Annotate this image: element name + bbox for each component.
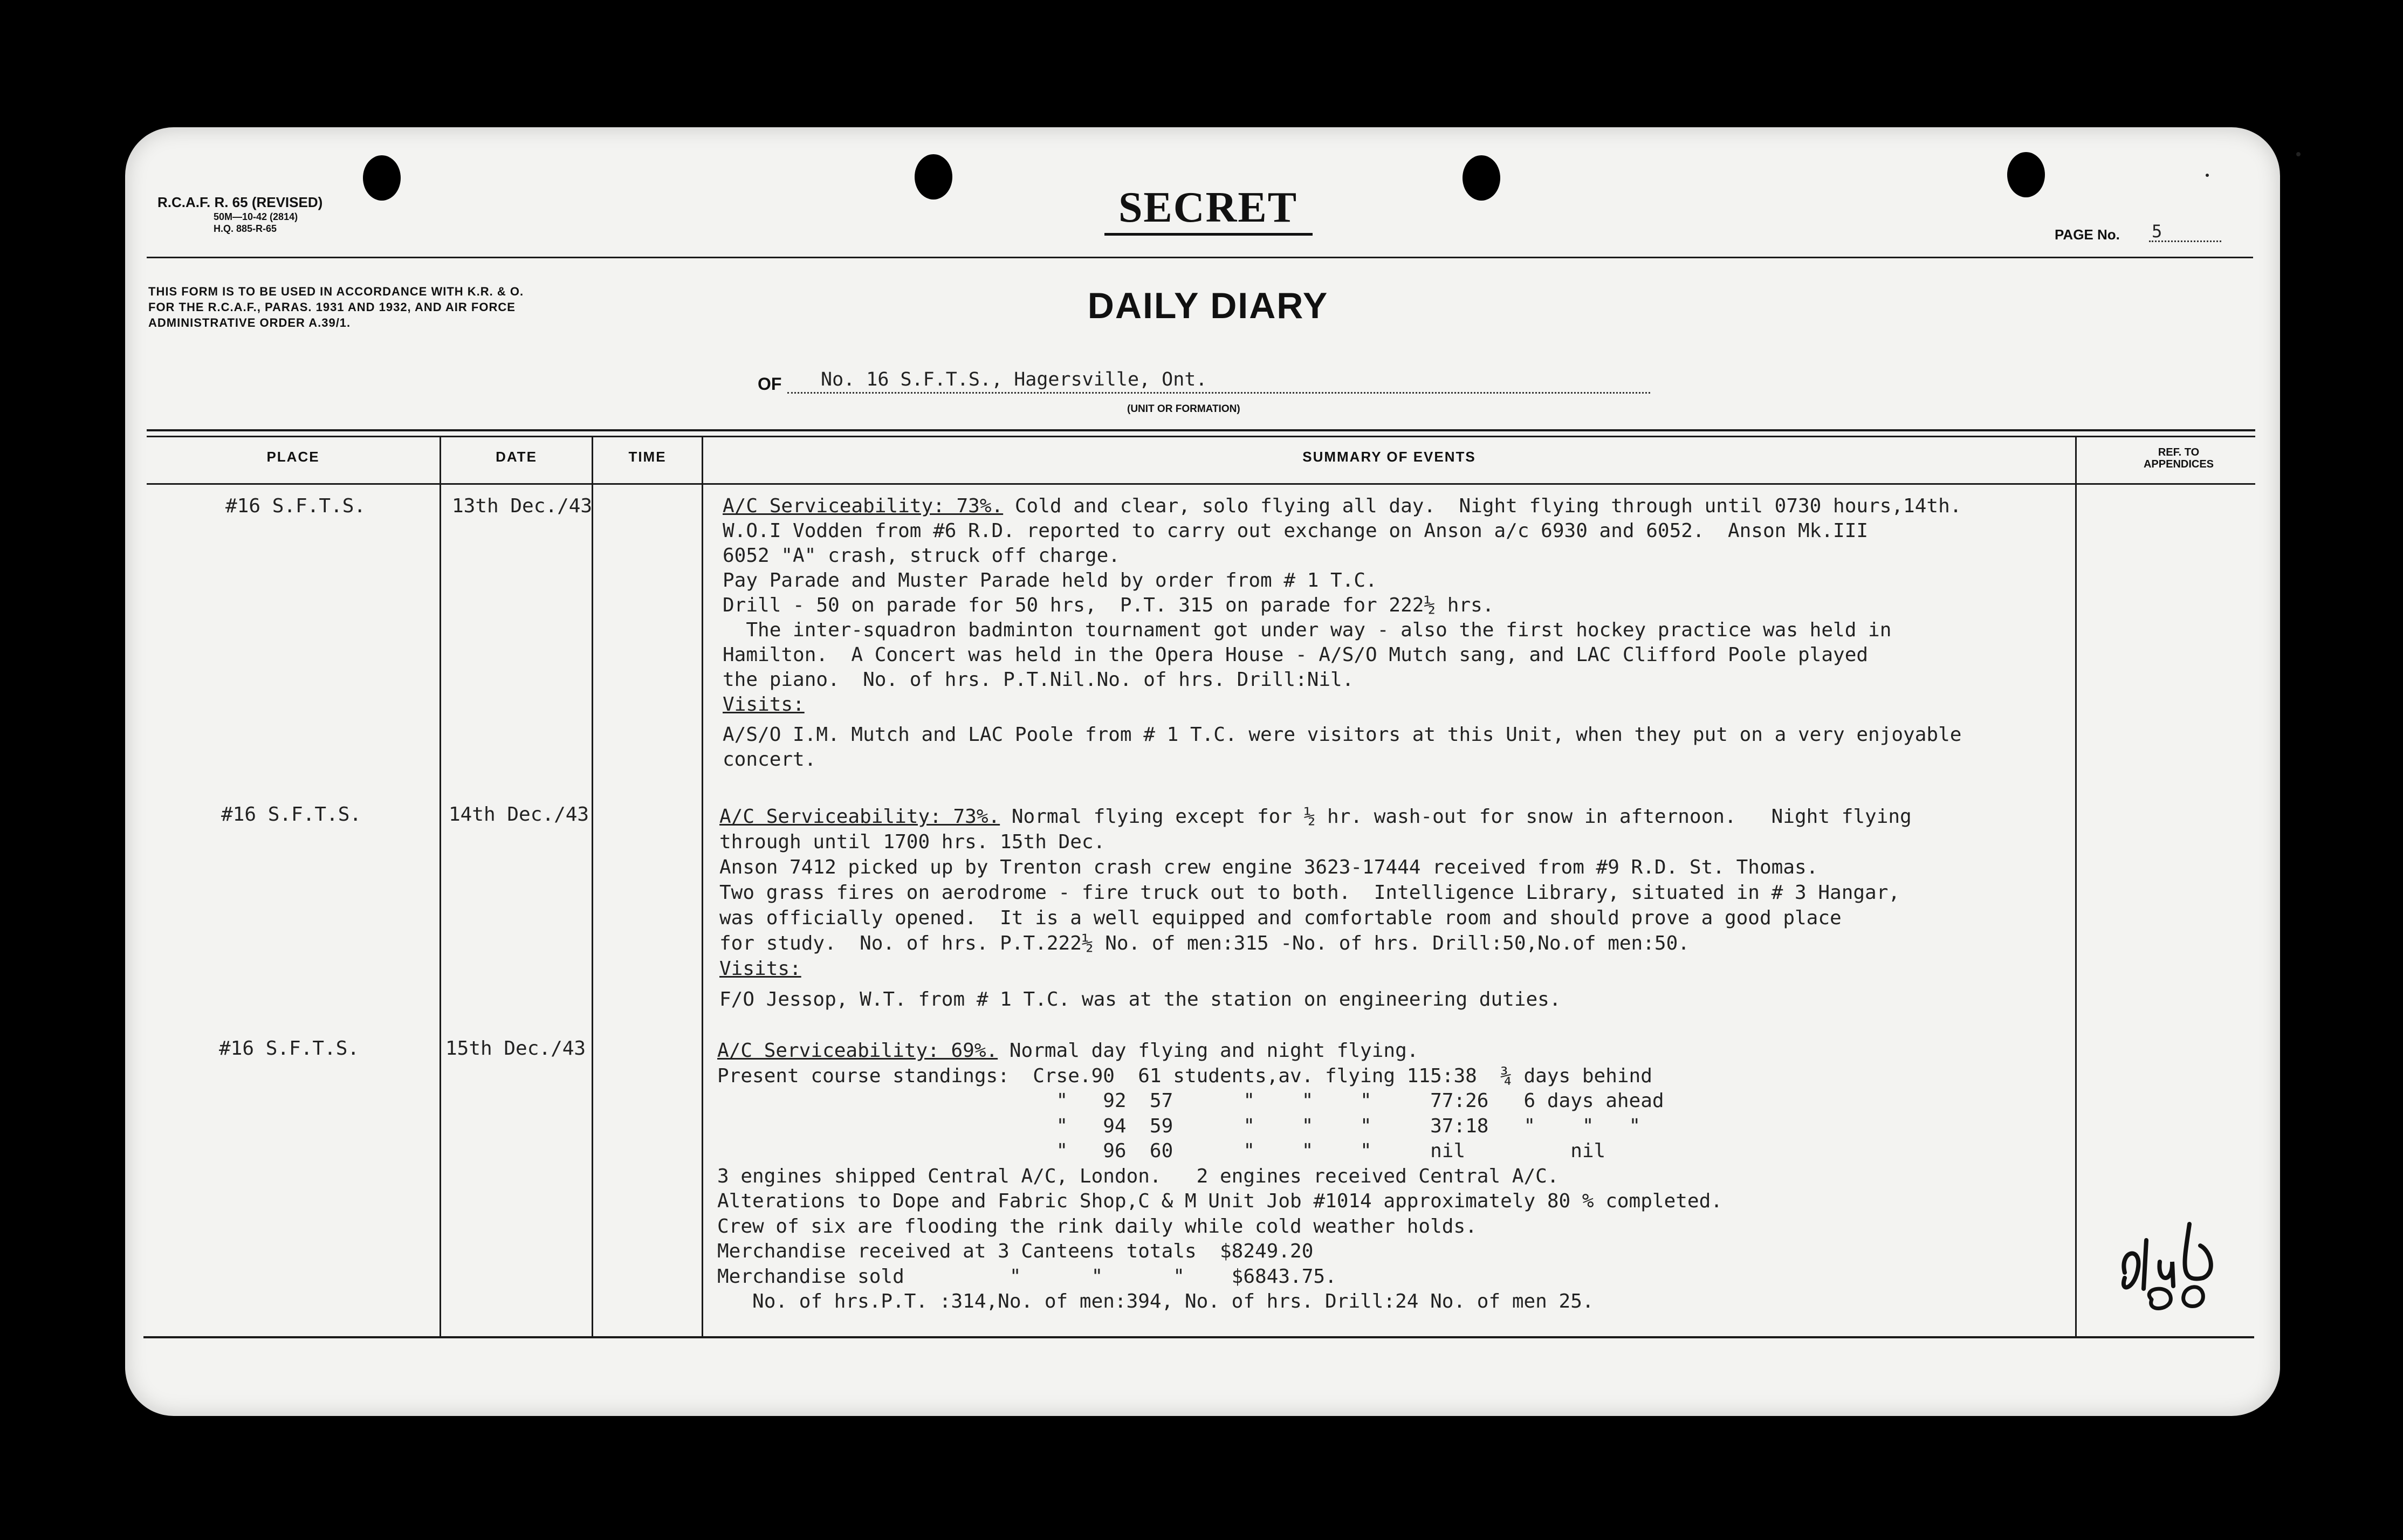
entry-1-summary-line <box>723 569 1377 592</box>
col-divider-time-summary <box>702 437 703 1336</box>
entry-3-summary-line <box>717 1040 1418 1062</box>
summary-text: through until 1700 hrs. 15th Dec. <box>719 831 1106 853</box>
column-header-place: PLACE <box>266 449 320 465</box>
entry-1-summary-line <box>723 693 805 716</box>
entry-2-summary-line <box>719 831 1105 853</box>
summary-text: No. of hrs.P.T. :314,No. of men:394, No. of hrs. Drill:24 No. of men 25. <box>717 1290 1594 1312</box>
summary-text: Cold and clear, solo flying all day. Night flying through until 0730 hours,14th. <box>1003 495 1962 517</box>
col-divider-summary-ref <box>2075 437 2077 1336</box>
summary-heading: A/C Serviceability: 73%. <box>723 495 1004 517</box>
summary-text: Normal flying except for ½ hr. wash-out for snow in afternoon. Night flying <box>1000 806 1912 828</box>
entry-1-summary-line <box>723 644 1868 666</box>
punch-hole-3 <box>1463 155 1500 201</box>
entry-2-summary-line <box>719 907 1842 929</box>
entry-3-summary-line <box>717 1115 1640 1137</box>
entry-2-place: #16 S.F.T.S. <box>221 803 362 826</box>
page-number-label: PAGE No. <box>2055 226 2120 243</box>
summary-text: Pay Parade and Muster Parade held by order from # 1 T.C. <box>723 569 1377 592</box>
table-top-rule-2 <box>147 436 2255 437</box>
ref-header-line1: REF. TO <box>2158 446 2200 458</box>
entry-3-summary-line <box>717 1090 1664 1112</box>
header-bottom-rule <box>147 483 2255 485</box>
column-header-time: TIME <box>628 449 667 465</box>
form-identifier <box>157 194 395 235</box>
summary-text: " 92 57 " " " 77:26 6 days ahead <box>717 1090 1664 1112</box>
col-divider-date-time <box>592 437 593 1336</box>
entry-1-place: #16 S.F.T.S. <box>225 495 366 517</box>
entry-2-date: 14th Dec./43 <box>449 803 589 826</box>
summary-text: Merchandise sold " " " $6843.75. <box>717 1265 1337 1288</box>
entry-1-summary-line <box>723 669 1354 691</box>
entry-1-summary-line <box>723 724 1961 746</box>
entry-3-summary-line <box>717 1266 1337 1288</box>
summary-text: F/O Jessop, W.T. from # 1 T.C. was at the station on engineering duties. <box>719 988 1561 1010</box>
entry-3-summary-line <box>717 1190 1722 1212</box>
punch-hole-2 <box>915 154 952 200</box>
page-number-dotline <box>2149 240 2221 242</box>
col-divider-place-date <box>440 437 441 1336</box>
entry-1-summary-line <box>723 495 1961 517</box>
summary-heading: Visits: <box>719 958 801 980</box>
entry-1-summary-line <box>723 594 1494 616</box>
summary-heading: A/C Serviceability: 73%. <box>719 806 1000 828</box>
entry-3-summary-line <box>717 1140 1605 1162</box>
entry-2-summary-line <box>719 988 1561 1010</box>
summary-text: Two grass fires on aerodrome - fire truck out to both. Intelligence Library, situated in # 3 Hangar, <box>719 882 1900 904</box>
entry-1-summary-line <box>723 619 1891 641</box>
summary-text: 3 engines shipped Central A/C, London. 2 engines received Central A/C. <box>717 1165 1559 1187</box>
entry-1-summary-line <box>723 748 816 771</box>
table-bottom-rule <box>143 1336 2254 1338</box>
unit-label: OF <box>758 374 782 394</box>
summary-text: Merchandise received at 3 Canteens totals $8249.20 <box>717 1240 1314 1262</box>
entry-3-summary-line <box>717 1240 1313 1262</box>
entry-1-summary-line <box>723 520 1868 542</box>
summary-heading: Visits: <box>723 693 805 716</box>
column-header-summary: SUMMARY OF EVENTS <box>1302 449 1476 465</box>
entry-2-summary-line <box>719 806 1912 828</box>
entry-1-date: 13th Dec./43 <box>452 495 593 517</box>
summary-text: 6052 "A" crash, struck off charge. <box>723 545 1120 567</box>
column-header-ref-appendices <box>2092 446 2265 470</box>
handwritten-initials <box>2109 1208 2238 1316</box>
summary-text: Normal day flying and night flying. <box>998 1040 1419 1062</box>
summary-text: Present course standings: Crse.90 61 students,av. flying 115:38 ¾ days behind <box>717 1064 1652 1087</box>
ref-header-line2: APPENDICES <box>2143 458 2214 470</box>
unit-dotline <box>787 392 1650 394</box>
summary-text: The inter-squadron badminton tournament got under way - also the first hockey practice was held in <box>723 619 1892 641</box>
form-instructions: THIS FORM IS TO BE USED IN ACCORDANCE WITH K.R. & O. FOR THE R.C.A.F., PARAS. 1931 AND 1932, AND AIR FORCE ADMINISTRATIVE ORDER A.39/1. <box>148 285 524 329</box>
specks <box>2296 152 2301 156</box>
page-number-value: 5 <box>2152 221 2162 242</box>
entry-3-summary-line <box>717 1290 1594 1312</box>
entry-2-summary-line <box>719 882 1900 904</box>
secret-underline <box>1104 233 1313 236</box>
entry-3-summary-line <box>717 1215 1477 1238</box>
summary-text: " 96 60 " " " nil nil <box>717 1140 1606 1162</box>
summary-text: Crew of six are flooding the rink daily while cold weather holds. <box>717 1215 1477 1238</box>
page-title: DAILY DIARY <box>1087 285 1329 326</box>
summary-text: Anson 7412 picked up by Trenton crash crew engine 3623-17444 received from #9 R.D. St. Thomas. <box>719 856 1818 878</box>
summary-text: W.O.I Vodden from #6 R.D. reported to carry out exchange on Anson a/c 6930 and 6052. Anson Mk.III <box>723 520 1869 542</box>
unit-value: No. 16 S.F.T.S., Hagersville, Ont. <box>821 369 1207 390</box>
entry-3-place: #16 S.F.T.S. <box>219 1037 360 1060</box>
table-top-rule-1 <box>147 429 2255 431</box>
summary-text: Drill - 50 on parade for 50 hrs, P.T. 315 on parade for 222½ hrs. <box>723 594 1494 616</box>
summary-text: " 94 59 " " " 37:18 " " " <box>717 1115 1641 1137</box>
entry-3-summary-line <box>717 1165 1559 1187</box>
summary-text: concert. <box>723 748 816 771</box>
specks-2 <box>2206 174 2209 177</box>
header-rule <box>147 257 2253 258</box>
entry-2-summary-line <box>719 958 801 980</box>
form-hq-code: H.Q. 885-R-65 <box>214 223 277 234</box>
summary-text: was officially opened. It is a well equipped and comfortable room and should prove a good place <box>719 907 1842 929</box>
summary-text: A/S/O I.M. Mutch and LAC Poole from # 1 T.C. were visitors at this Unit, when they put on a very enjoyable <box>723 724 1962 746</box>
entry-3-summary-line <box>717 1065 1652 1087</box>
column-header-date: DATE <box>496 449 537 465</box>
entry-3-date: 15th Dec./43 <box>445 1037 586 1060</box>
punch-hole-4 <box>2007 152 2045 197</box>
summary-text: the piano. No. of hrs. P.T.Nil.No. of hrs. Drill:Nil. <box>723 669 1354 691</box>
summary-text: for study. No. of hrs. P.T.222½ No. of men:315 -No. of hrs. Drill:50,No.of men:50. <box>719 932 1690 954</box>
summary-text: Hamilton. A Concert was held in the Opera House - A/S/O Mutch sang, and LAC Clifford Poole played <box>723 644 1869 666</box>
form-number: R.C.A.F. R. 65 (REVISED) <box>157 194 323 210</box>
summary-heading: A/C Serviceability: 69%. <box>717 1040 998 1062</box>
entry-2-summary-line <box>719 856 1818 878</box>
entry-2-summary-line <box>719 932 1690 954</box>
summary-text: Alterations to Dope and Fabric Shop,C & M Unit Job #1014 approximately 80 % completed. <box>717 1190 1722 1212</box>
form-print-code: 50M—10-42 (2814) <box>214 211 298 222</box>
entry-1-summary-line <box>723 545 1120 567</box>
secret-stamp: SECRET <box>1118 184 1298 231</box>
unit-caption: (UNIT OR FORMATION) <box>1127 403 1240 415</box>
